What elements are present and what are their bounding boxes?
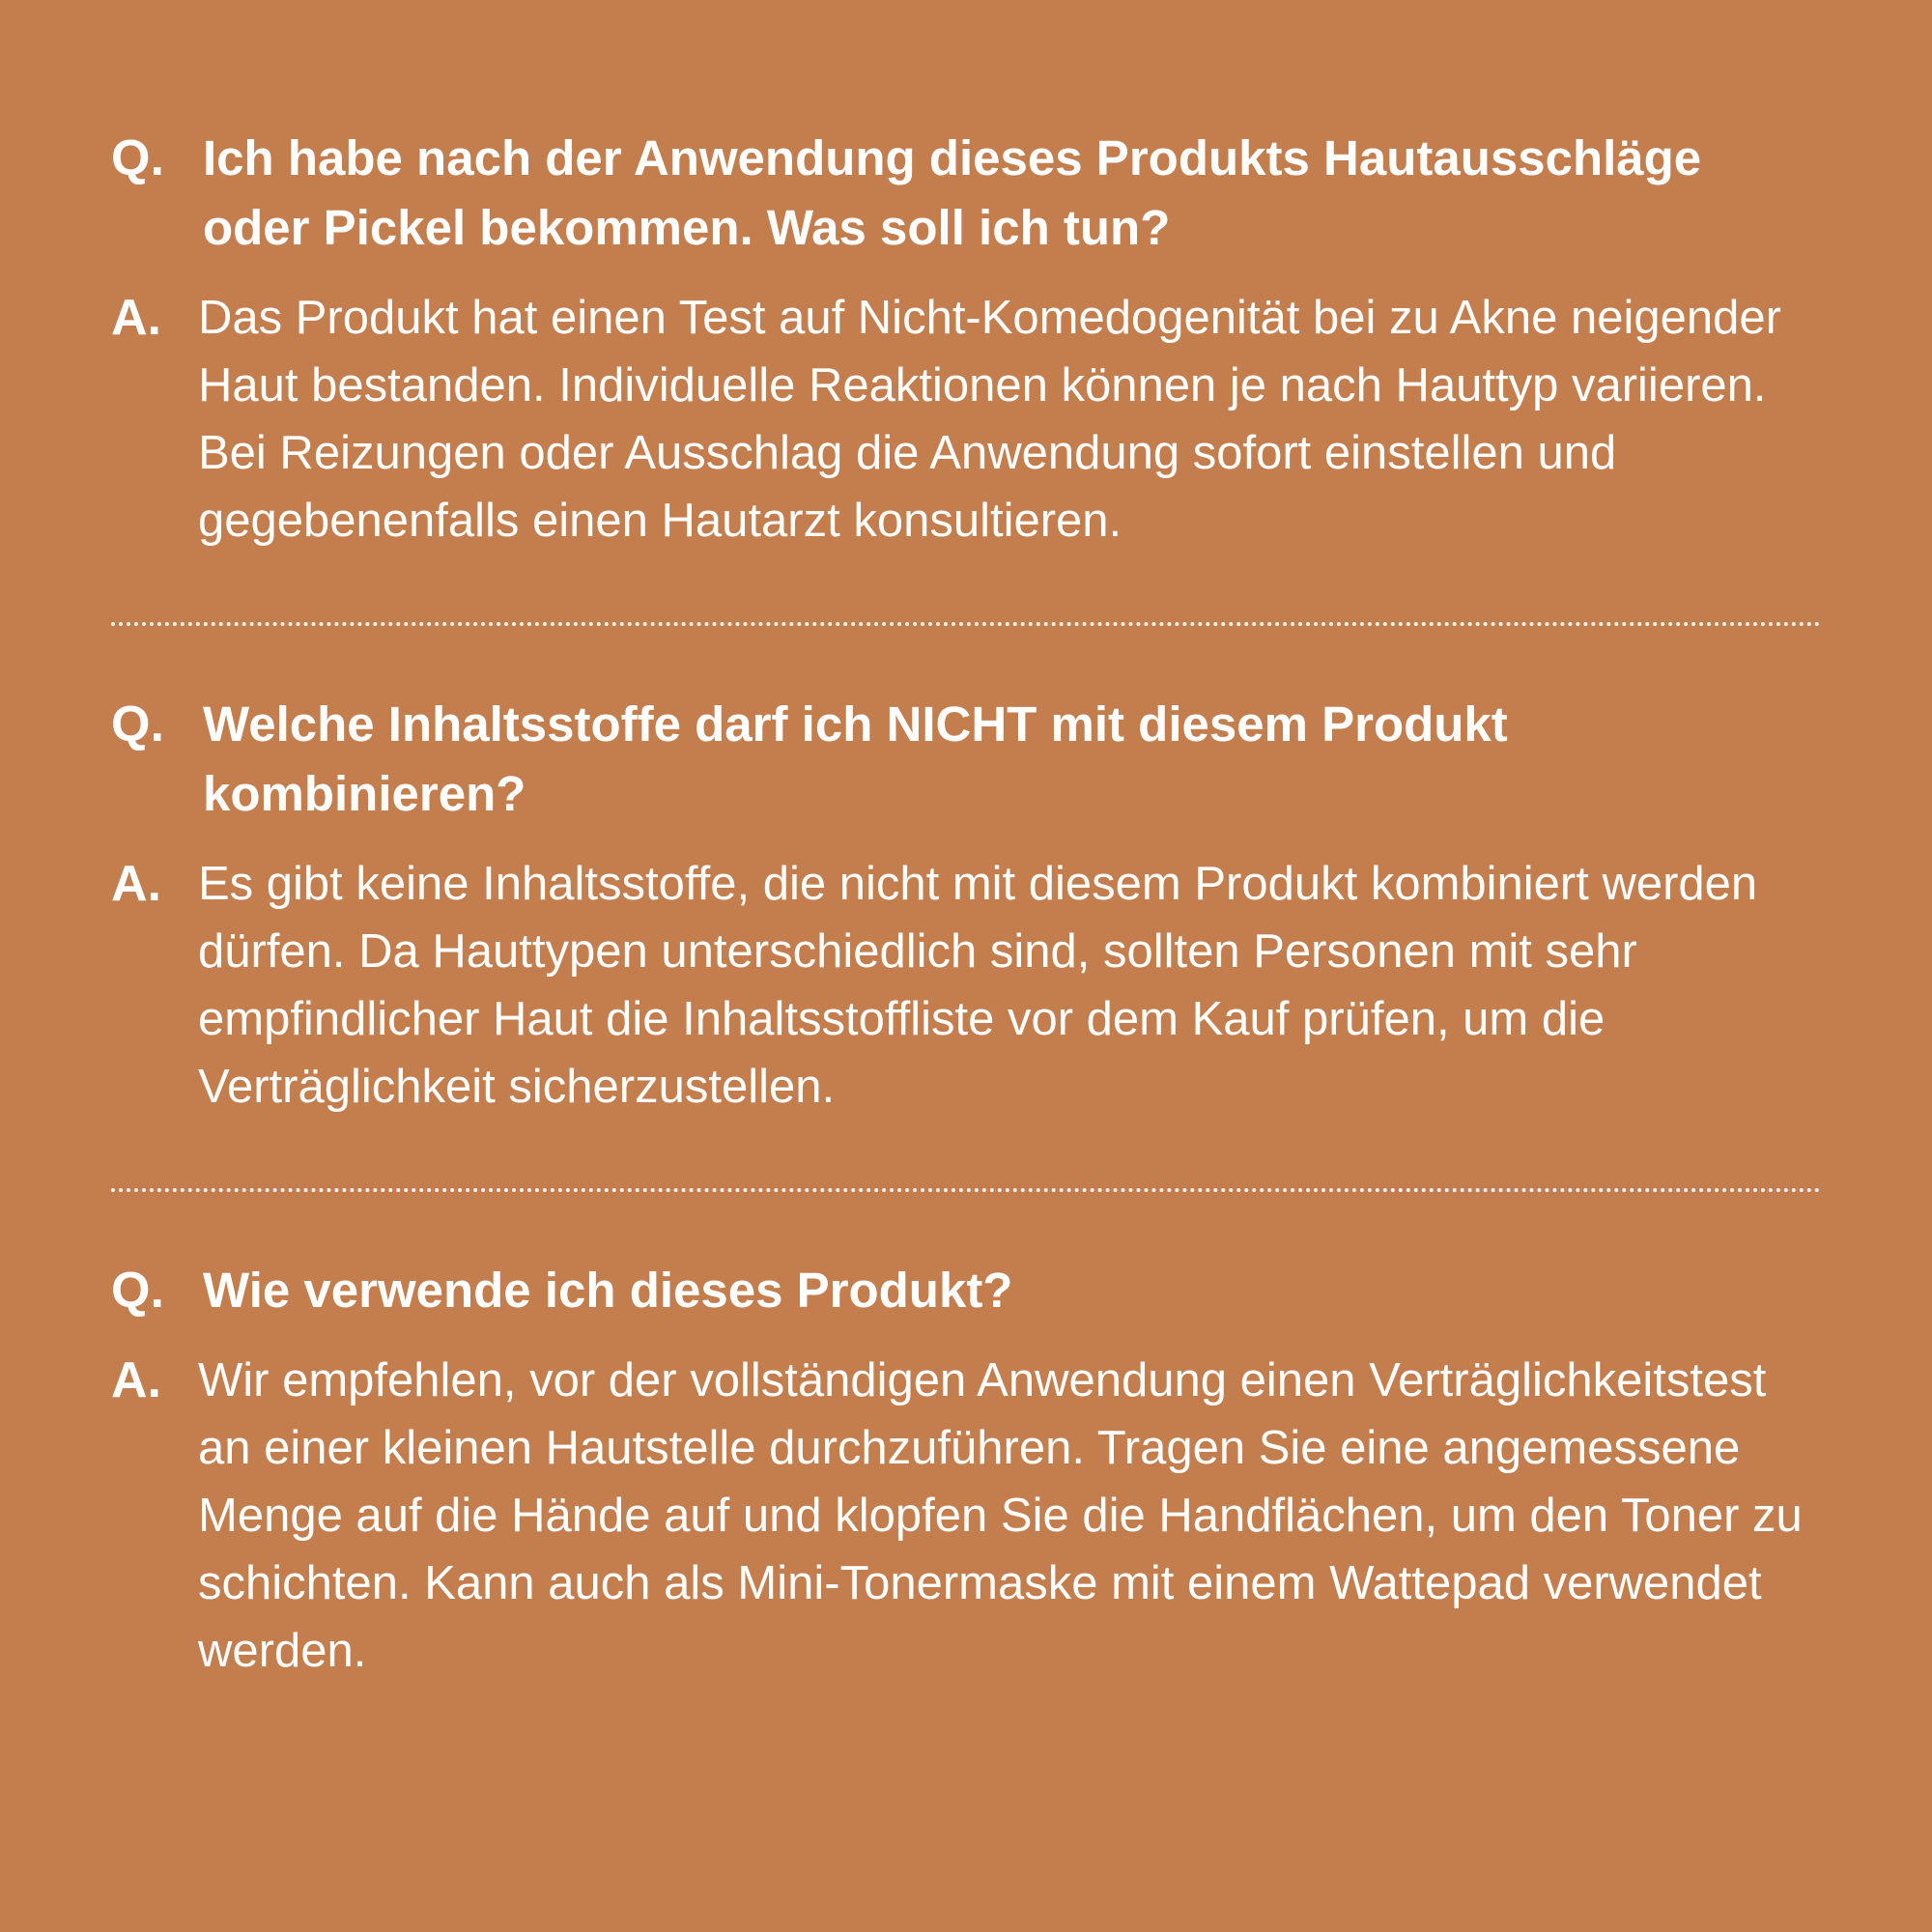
question-marker: Q. bbox=[111, 696, 164, 753]
answer-marker: A. bbox=[111, 1352, 161, 1408]
question-text: Wie verwende ich dieses Produkt? bbox=[203, 1263, 1013, 1318]
answer-marker: A. bbox=[111, 856, 161, 912]
question-row bbox=[111, 690, 1821, 829]
dotted-divider bbox=[111, 622, 1821, 626]
answer-marker: A. bbox=[111, 290, 161, 346]
dotted-divider bbox=[111, 1188, 1821, 1192]
question-marker: Q. bbox=[111, 1263, 164, 1319]
question-marker: Q. bbox=[111, 130, 164, 186]
answer-row bbox=[111, 1345, 1821, 1685]
question-text: Ich habe nach der Anwendung dieses Produkts Hautausschläge oder Pickel bekommen. Was soll ich tun? bbox=[203, 130, 1702, 255]
question-text: Welche Inhaltsstoffe darf ich NICHT mit diesem Produkt kombinieren? bbox=[203, 696, 1508, 821]
question-row bbox=[111, 124, 1821, 263]
answer-row bbox=[111, 282, 1821, 554]
faq-item-2 bbox=[111, 690, 1821, 1121]
answer-text: Es gibt keine Inhaltsstoffe, die nicht mit diesem Produkt kombiniert werden dürfen. Da Hauttypen unterschiedlich sind, sollten Personen mit sehr empfindlicher Haut die Inhaltsstoffliste vor dem Kauf prüfen, um die Verträglichkeit sicherzustellen. bbox=[198, 858, 1758, 1113]
answer-text: Das Produkt hat einen Test auf Nicht-Komedogenität bei zu Akne neigender Haut bestanden. Individuelle Reaktionen können je nach Hauttyp variieren. Bei Reizungen oder Ausschlag die Anwendung sofort einstellen und gegebenenfalls einen Hautarzt konsultieren. bbox=[198, 292, 1781, 547]
faq-item-1 bbox=[111, 124, 1821, 554]
faq-item-3 bbox=[111, 1256, 1821, 1685]
faq-list bbox=[111, 124, 1821, 1685]
question-row bbox=[111, 1256, 1821, 1325]
answer-text: Wir empfehlen, vor der vollständigen Anwendung einen Verträglichkeitstest an einer kleinen Hautstelle durchzuführen. Tragen Sie eine angemessene Menge auf die Hände auf und klopfen Sie die Handflächen, um den Toner zu schichten. Kann auch als Mini-Tonermaske mit einem Wattepad verwendet werden. bbox=[198, 1354, 1803, 1677]
answer-row bbox=[111, 848, 1821, 1121]
